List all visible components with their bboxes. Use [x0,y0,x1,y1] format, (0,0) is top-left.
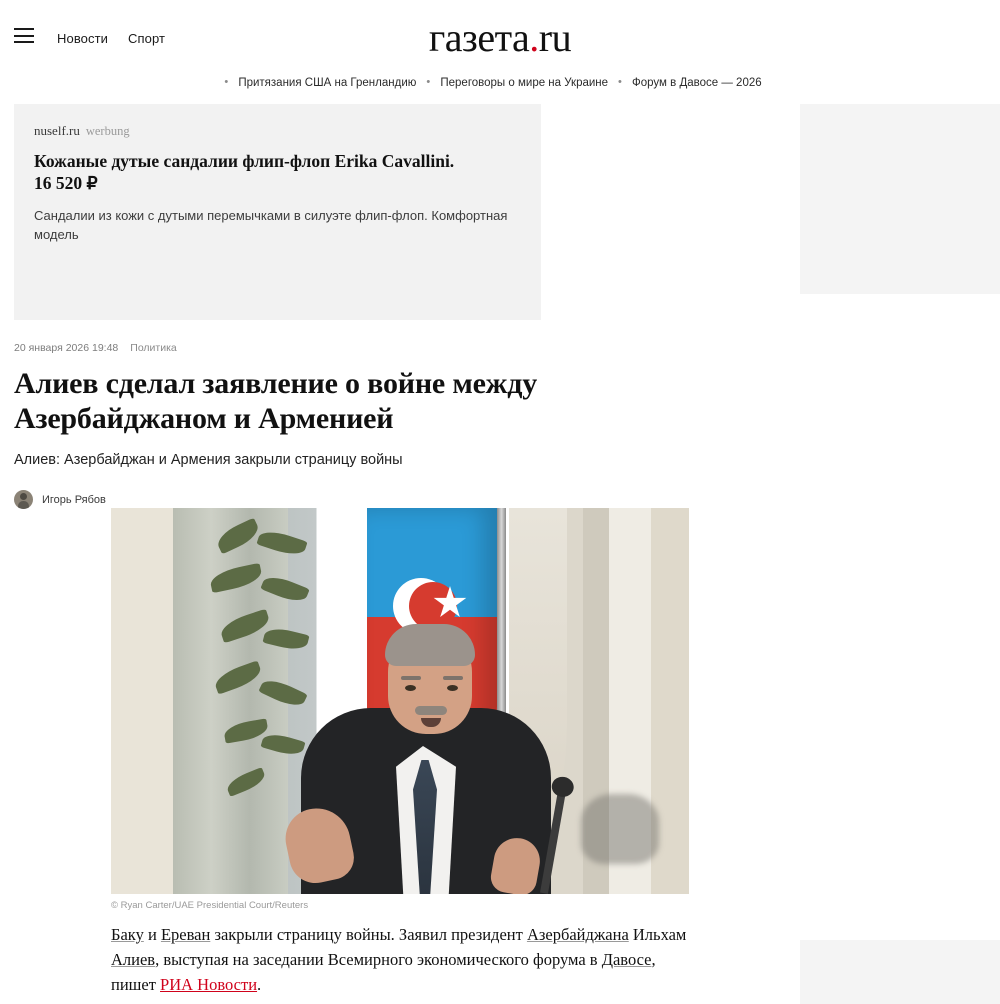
person-eyebrow-right [443,676,463,680]
ad-label: werbung [85,124,130,138]
page-title: Алиев сделал заявление о войне между Азербайджаном и Арменией [14,367,538,435]
body-text-segment: Ильхам [628,925,687,944]
link-ria-novosti[interactable]: РИА Новости [160,975,258,994]
person-eyebrow-left [401,676,421,680]
body-text-segment: . [257,975,262,994]
site-header [0,0,1000,68]
ad-description: Сандалии из кожи с дутыми перемычками в силуэте флип-флоп. Комфортная модель [34,208,508,242]
body-text-segment: и [143,925,161,944]
topic-link[interactable]: • Притязания США на Гренландию [226,77,428,89]
logo-main: газета [428,15,530,60]
topic-link[interactable]: • Форум в Давосе — 2026 [620,77,774,89]
link-erevan[interactable]: Ереван [160,925,211,944]
nav-item-news[interactable]: Новости [57,31,109,46]
link-aliev[interactable]: Алиев [111,950,156,969]
blurred-foreground-object [581,794,659,864]
link-davos[interactable]: Давосе [601,950,652,969]
topic-link[interactable]: • Переговоры о мире на Украине [428,77,620,89]
side-ad-slot-bottom[interactable] [800,940,1000,1004]
side-ad-slot[interactable] [800,104,1000,294]
link-azerbaijan[interactable]: Азербайджана [526,925,629,944]
photo-left-wall [111,508,173,894]
person-hair [385,624,475,666]
ad-source-row [34,122,521,140]
author-name[interactable]: Игорь Рябов [42,493,106,506]
logo-tld: ru [538,15,572,60]
body-text-segment: , выступая на заседании Всемирного экономического форума в [155,950,602,969]
article-meta [14,342,714,354]
article-subhead: Алиев: Азербайджан и Армения закрыли страницу войны [14,452,403,468]
person-mustache [415,706,447,715]
logo-dot: . [529,15,539,60]
article-rubric[interactable]: Политика [130,342,177,354]
article-body [111,922,689,997]
nav-item-sport[interactable]: Спорт [128,31,166,46]
article-photo-block [111,508,689,911]
body-text-segment: закрыли страницу войны. Заявил президент [210,925,527,944]
advertisement-block[interactable] [14,104,541,320]
body-text-segment: , пишет [111,950,656,994]
person-eye-left [405,685,416,691]
link-baku[interactable]: Баку [111,925,144,944]
author-row[interactable] [14,490,714,509]
site-logo[interactable] [0,15,1000,60]
ad-title[interactable]: Кожаные дутые сандалии флип-флоп Erika Cavallini. 16 520 ₽ [34,151,455,193]
person-eye-right [447,685,458,691]
topic-strip [0,68,1000,98]
ad-source: nuself.ru [34,123,80,138]
article-header [14,342,714,509]
avatar [14,490,33,509]
photo-caption: © Ryan Carter/UAE Presidential Court/Reuters [111,900,309,911]
article-date: 20 января 2026 19:48 [14,342,119,354]
article-photo [111,508,689,894]
